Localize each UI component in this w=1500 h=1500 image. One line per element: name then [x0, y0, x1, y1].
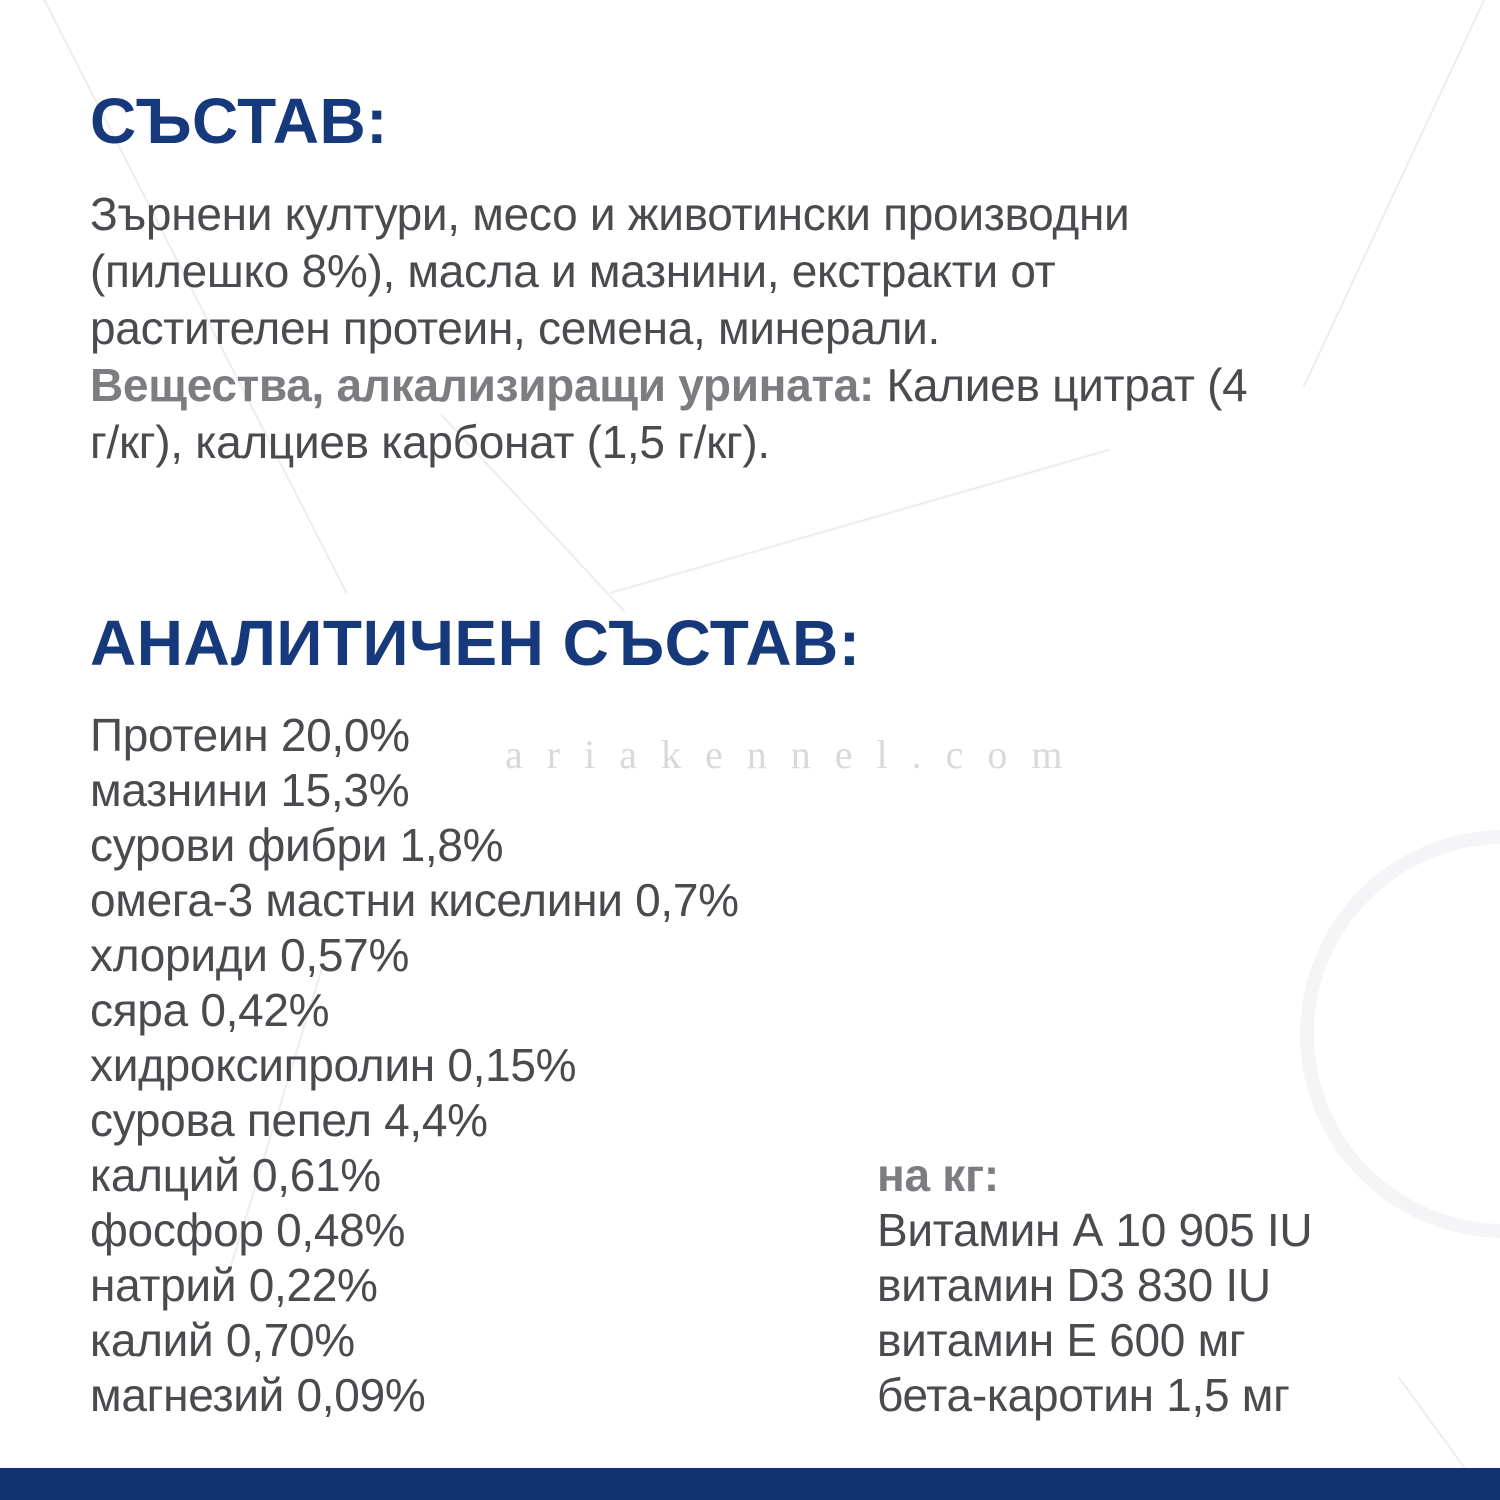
nutrient-item: натрий 0,22% — [90, 1259, 378, 1311]
composition-line-text: Калиев цитрат (4 — [873, 359, 1248, 411]
nutrient-item: мазнини 15,3% — [90, 764, 410, 816]
composition-line — [90, 243, 1247, 300]
nutrient-list — [90, 708, 739, 1423]
composition-line-text: растителен протеин, семена, минерали. — [90, 302, 941, 354]
composition-line — [90, 357, 1247, 414]
watermark-circle — [1300, 830, 1500, 1238]
composition-line-text: (пилешко 8%), масла и мазнини, екстракти от — [90, 245, 1056, 297]
bottom-bar — [0, 1468, 1500, 1500]
nutrient-item: магнезий 0,09% — [90, 1369, 426, 1421]
composition-line-text: г/кг), калциев карбонат (1,5 г/кг). — [90, 416, 770, 468]
nutrient-item: фосфор 0,48% — [90, 1204, 406, 1256]
composition-line-text: Зърнени култури, месо и животински производни — [90, 188, 1130, 240]
nutrient-item: калций 0,61% — [90, 1149, 381, 1201]
composition-text — [90, 186, 1247, 471]
composition-line — [90, 414, 1247, 471]
per-kg-column — [877, 1148, 1312, 1423]
composition-line — [90, 186, 1247, 243]
analytical-title: АНАЛИТИЧЕН СЪСТАВ: — [90, 607, 861, 679]
watermark-text: ariakennel.com — [505, 732, 1087, 777]
nutrient-item: хидроксипролин 0,15% — [90, 1039, 577, 1091]
substances-label: Вещества, алкализиращи урината: — [90, 359, 874, 411]
vitamin-item: бета-каротин 1,5 мг — [877, 1369, 1290, 1421]
nutrient-item: хлориди 0,57% — [90, 929, 410, 981]
vitamin-item: Витамин А 10 905 IU — [877, 1204, 1313, 1256]
vitamin-item: витамин Е 600 мг — [877, 1314, 1246, 1366]
nutrient-item: калий 0,70% — [90, 1314, 355, 1366]
vitamin-item: витамин D3 830 IU — [877, 1259, 1271, 1311]
nutrient-item: Протеин 20,0% — [90, 709, 410, 761]
per-kg-label: на кг: — [877, 1149, 999, 1201]
nutrient-item: омега-3 мастни киселини 0,7% — [90, 874, 739, 926]
nutrient-item: сяра 0,42% — [90, 984, 330, 1036]
composition-title: СЪСТАВ: — [90, 85, 388, 157]
composition-line — [90, 300, 1247, 357]
vitamin-list — [877, 1203, 1312, 1423]
nutrient-item: сурова пепел 4,4% — [90, 1094, 488, 1146]
watermark-line — [1303, 0, 1499, 388]
nutrient-item: сурови фибри 1,8% — [90, 819, 504, 871]
